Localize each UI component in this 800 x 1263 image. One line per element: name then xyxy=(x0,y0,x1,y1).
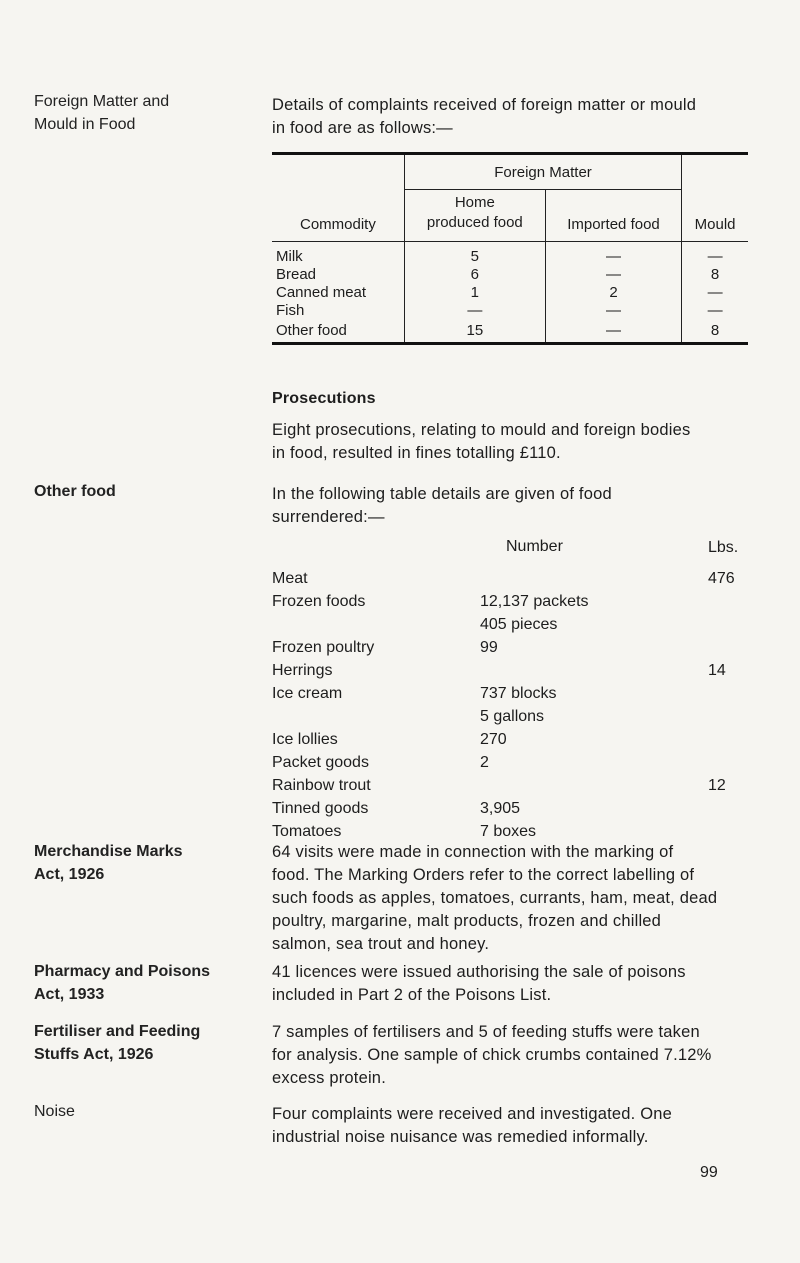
header-line: produced food xyxy=(426,214,523,231)
text-line: food. The Marking Orders refer to the correct labelling of xyxy=(272,866,695,884)
heading-line: Act, 1933 xyxy=(34,986,105,1003)
surrendered-number: 3,905 xyxy=(480,800,521,817)
complaints-table xyxy=(272,152,748,345)
prosecutions-paragraph xyxy=(272,419,752,465)
page-number: 99 xyxy=(700,1164,718,1181)
cell-imported: — xyxy=(545,302,681,320)
cell-commodity: Bread xyxy=(276,266,317,283)
cell-mould: 8 xyxy=(682,266,748,284)
surrendered-number: 5 gallons xyxy=(480,708,545,725)
text-line: for analysis. One sample of chick crumbs contained 7.12% xyxy=(272,1046,712,1064)
heading-other-food: Other food xyxy=(34,483,116,500)
text-line: poultry, margarine, malt products, frozen and chilled xyxy=(272,912,662,930)
surrendered-number: 405 pieces xyxy=(480,616,558,633)
heading-noise: Noise xyxy=(34,1103,75,1120)
cell-home: 5 xyxy=(404,242,545,266)
text-line: salmon, sea trout and honey. xyxy=(272,935,490,953)
header-foreign-matter: Foreign Matter xyxy=(404,154,681,190)
surrendered-number: 12,137 packets xyxy=(480,593,589,610)
heading-foreign-matter xyxy=(34,90,234,136)
text-line: In the following table details are given of food xyxy=(272,485,612,503)
text-line: in food are as follows:— xyxy=(272,119,453,137)
surrendered-lbs: 476 xyxy=(708,570,735,587)
heading-line: Foreign Matter and xyxy=(34,93,170,110)
cell-commodity: Other food xyxy=(276,322,347,340)
surrendered-item: Packet goods xyxy=(272,754,369,771)
surrendered-item: Tomatoes xyxy=(272,823,342,840)
text-line: industrial noise nuisance was remedied informally. xyxy=(272,1128,649,1146)
surrendered-item: Frozen poultry xyxy=(272,639,375,656)
cell-home: — xyxy=(404,302,545,320)
text-line: 7 samples of fertilisers and 5 of feeding stuffs were taken xyxy=(272,1023,700,1041)
prosecutions-heading: Prosecutions xyxy=(272,390,376,407)
col-home-produced xyxy=(404,190,545,242)
heading-line: Mould in Food xyxy=(34,116,136,133)
surrendered-number: 7 boxes xyxy=(480,823,537,840)
col-imported: Imported food xyxy=(545,190,681,242)
cell-mould: — xyxy=(682,284,748,302)
surrendered-item: Herrings xyxy=(272,662,333,679)
heading-fertiliser xyxy=(34,1020,234,1066)
text-line: included in Part 2 of the Poisons List. xyxy=(272,986,552,1004)
surrendered-number: 2 xyxy=(480,754,489,771)
col-mould: Mould xyxy=(682,154,748,242)
header-line: Home xyxy=(454,194,495,211)
fertiliser-paragraph xyxy=(272,1021,752,1090)
text-line: such foods as apples, tomatoes, currants, ham, meat, dead xyxy=(272,889,718,907)
cell-mould: — xyxy=(682,302,748,320)
col-commodity: Commodity xyxy=(300,216,376,233)
text-line: 41 licences were issued authorising the sale of poisons xyxy=(272,963,686,981)
other-food-intro xyxy=(272,483,752,529)
cell-commodity: Fish xyxy=(276,302,305,319)
surrendered-number: 270 xyxy=(480,731,507,748)
surrendered-lbs: 12 xyxy=(708,777,726,794)
surrendered-item: Ice cream xyxy=(272,685,343,702)
intro-paragraph xyxy=(272,94,752,140)
noise-paragraph xyxy=(272,1103,752,1149)
pharmacy-paragraph xyxy=(272,961,752,1007)
surrendered-number: 99 xyxy=(480,639,498,656)
text-line: Details of complaints received of foreign matter or mould xyxy=(272,96,697,114)
col-lbs: Lbs. xyxy=(708,539,739,556)
col-number: Number xyxy=(506,538,563,555)
surrendered-item: Tinned goods xyxy=(272,800,369,817)
heading-line: Fertiliser and Feeding xyxy=(34,1023,201,1040)
heading-pharmacy xyxy=(34,960,234,1006)
cell-imported: — xyxy=(545,266,681,284)
cell-home: 15 xyxy=(404,320,545,344)
cell-commodity: Canned meat xyxy=(276,284,367,301)
surrendered-item: Ice lollies xyxy=(272,731,338,748)
heading-merchandise-marks xyxy=(34,840,234,886)
heading-line: Act, 1926 xyxy=(34,866,105,883)
heading-line: Merchandise Marks xyxy=(34,843,183,860)
cell-commodity: Milk xyxy=(276,248,303,266)
text-line: 64 visits were made in connection with the marking of xyxy=(272,843,674,861)
text-line: in food, resulted in fines totalling £110. xyxy=(272,444,561,462)
merchandise-paragraph xyxy=(272,841,752,956)
surrendered-number: 737 blocks xyxy=(480,685,557,702)
cell-imported: — xyxy=(545,242,681,266)
text-line: Four complaints were received and investigated. One xyxy=(272,1105,672,1123)
cell-home: 1 xyxy=(404,284,545,302)
heading-line: Pharmacy and Poisons xyxy=(34,963,211,980)
surrendered-item: Rainbow trout xyxy=(272,777,371,794)
cell-imported: — xyxy=(545,320,681,344)
cell-imported: 2 xyxy=(545,284,681,302)
text-line: surrendered:— xyxy=(272,508,385,526)
cell-home: 6 xyxy=(404,266,545,284)
cell-mould: 8 xyxy=(682,320,748,344)
surrendered-item: Meat xyxy=(272,570,308,587)
text-line: excess protein. xyxy=(272,1069,386,1087)
heading-line: Stuffs Act, 1926 xyxy=(34,1046,154,1063)
surrendered-lbs: 14 xyxy=(708,662,726,679)
surrendered-item: Frozen foods xyxy=(272,593,366,610)
text-line: Eight prosecutions, relating to mould and foreign bodies xyxy=(272,421,691,439)
cell-mould: — xyxy=(682,242,748,266)
